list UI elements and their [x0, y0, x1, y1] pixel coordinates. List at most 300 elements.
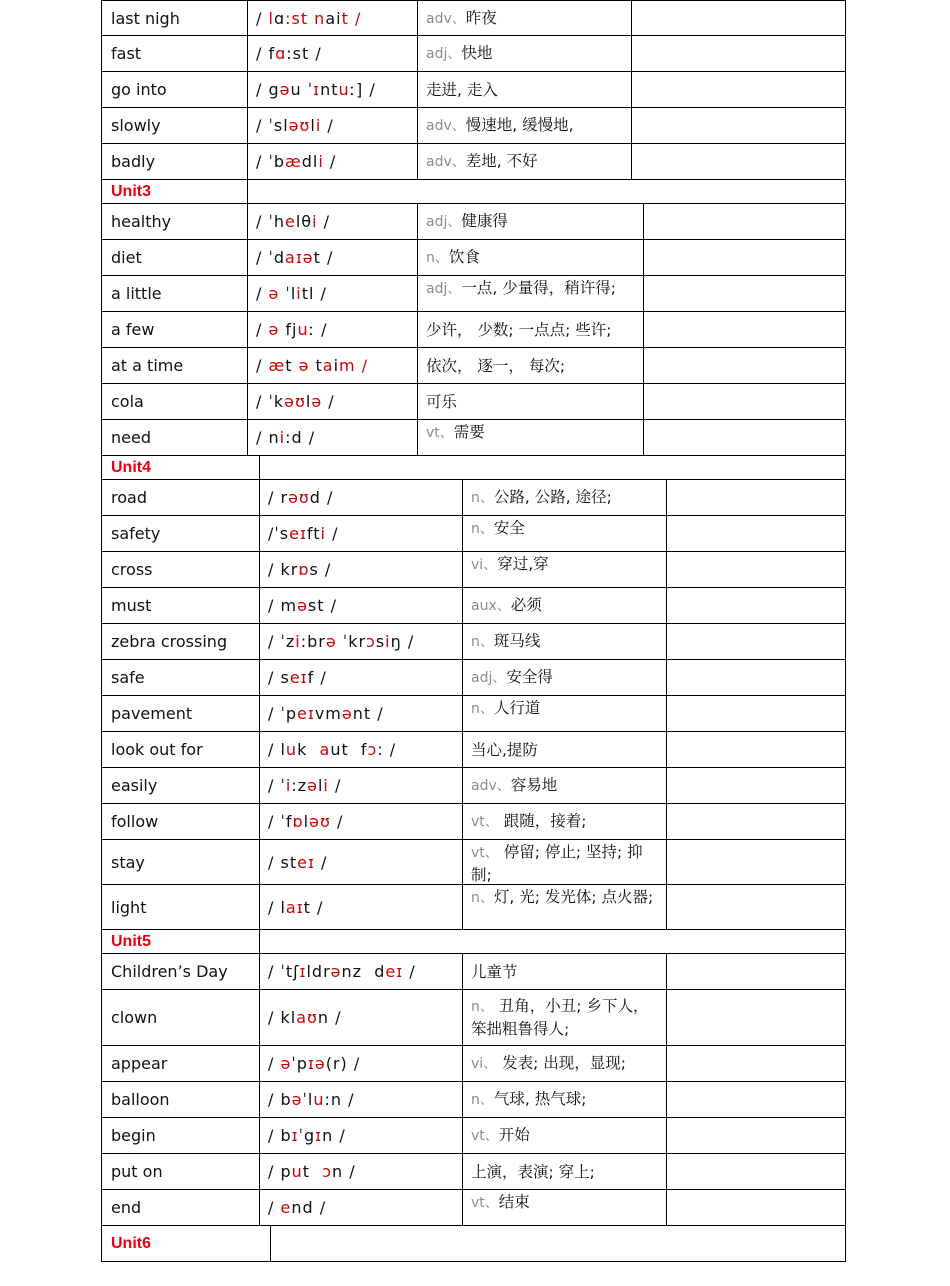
- meaning-cell: [462, 516, 666, 551]
- word-cell: must: [111, 596, 152, 615]
- vocab-row: [101, 1190, 846, 1226]
- part-of-speech: vt、: [471, 1128, 499, 1144]
- phonetic-vowel: ɪə: [307, 1054, 326, 1073]
- phonetic-vowel: i: [295, 632, 301, 651]
- meaning-text: [471, 1193, 530, 1211]
- meaning-cell: [462, 990, 666, 1045]
- meaning-cell: [462, 660, 666, 695]
- phonetic-part: n /: [332, 1162, 356, 1181]
- unit-header-row: [101, 1226, 846, 1262]
- phonetic-vowel: ə: [291, 1090, 303, 1109]
- part-of-speech: vt、: [471, 814, 499, 830]
- phonetic-cell: [247, 420, 417, 455]
- phonetic-part: /: [314, 852, 328, 872]
- phonetic-part: / ˈsl: [256, 116, 289, 135]
- vocab-row: [101, 240, 846, 276]
- phonetic-vowel: e: [285, 212, 296, 231]
- meaning: 昨夜: [465, 8, 497, 27]
- phonetic-part: /: [256, 8, 269, 28]
- phonetic-part: / n: [256, 428, 280, 447]
- phonetic-vowel: eɪ: [289, 668, 308, 687]
- blank-cell: [631, 108, 845, 143]
- phonetic-cell: [247, 204, 417, 239]
- vocab-row: [101, 312, 846, 348]
- vocab-row: [101, 348, 846, 384]
- unit-header-blank: [259, 456, 845, 479]
- meaning-cell: [462, 840, 666, 884]
- vocab-row: [101, 1082, 846, 1118]
- meaning: 依次， 逐一， 每次;: [426, 356, 566, 375]
- phonetic-part: ldr: [306, 962, 331, 981]
- part-of-speech: n、: [471, 521, 494, 537]
- unit-header-row: [101, 180, 846, 204]
- phonetic-vowel: ə: [280, 1054, 292, 1073]
- unit-header-row: [101, 930, 846, 954]
- word-cell: cola: [111, 392, 144, 411]
- meaning-text: [471, 888, 653, 906]
- phonetic-vowel: ə: [330, 962, 342, 981]
- meaning-text: [471, 843, 643, 884]
- word-cell: fast: [111, 44, 142, 63]
- part-of-speech: adv、: [471, 778, 511, 794]
- phonetic-part: ˈl: [302, 1090, 314, 1109]
- phonetic-part: / st: [268, 852, 298, 872]
- word-cell: end: [111, 1198, 142, 1217]
- part-of-speech: n、: [426, 250, 449, 266]
- phonetic-part: fj: [279, 320, 298, 339]
- part-of-speech: vt、: [426, 425, 454, 441]
- vocab-row: [101, 660, 846, 696]
- phonetic-vowel: ə: [325, 632, 337, 651]
- meaning-text: [426, 279, 616, 297]
- meaning-text: [426, 319, 611, 341]
- word-cell: go into: [111, 80, 167, 99]
- phonetic-part: /: [268, 1054, 281, 1073]
- meaning-text: [471, 810, 586, 833]
- vocab-row: [101, 768, 846, 804]
- unit-label: Unit5: [111, 932, 151, 950]
- meaning: 快地: [461, 44, 493, 62]
- phonetic-cell: [247, 36, 417, 71]
- blank-cell: [666, 840, 845, 884]
- blank-cell: [643, 420, 845, 455]
- phonetic-part: / s: [268, 668, 290, 687]
- meaning-cell: [417, 204, 643, 239]
- word-cell: cross: [111, 560, 153, 579]
- word-cell: zebra crossing: [111, 632, 228, 651]
- phonetic-part: ŋ /: [390, 632, 415, 651]
- meaning-cell: [462, 954, 666, 989]
- meaning-cell: [417, 72, 631, 107]
- phonetic-vowel: u: [338, 80, 350, 99]
- phonetic-part: /: [256, 356, 269, 375]
- meaning-text: [471, 1052, 626, 1075]
- phonetic-part: / g: [256, 80, 280, 99]
- phonetic-vowel: eɪ: [385, 962, 404, 981]
- phonetic-cell: [247, 1, 417, 35]
- phonetic-part: ai: [325, 8, 342, 28]
- phonetic-part: u ˈ: [290, 80, 314, 99]
- phonetic-vowel: i: [385, 632, 391, 651]
- phonetic-vowel: ə: [307, 776, 318, 795]
- phonetic-vowel: u: [285, 740, 298, 759]
- meaning: 穿过,穿: [497, 555, 549, 573]
- blank-cell: [666, 1154, 845, 1189]
- phonetic-part: / ˈh: [256, 212, 286, 231]
- phonetic-vowel: ə: [297, 596, 308, 615]
- meaning: 气球, 热气球;: [493, 1090, 587, 1108]
- meaning-text: [471, 486, 612, 509]
- meaning-text: [426, 246, 480, 269]
- meaning: 灯, 光; 发光体; 点火器;: [493, 888, 654, 906]
- phonetic-vowel: æ: [268, 356, 286, 375]
- phonetic-part: / l: [268, 740, 286, 759]
- phonetic-vowel: əʊ: [288, 116, 311, 135]
- word-cell: look out for: [111, 740, 203, 759]
- unit-label: Unit4: [111, 458, 151, 476]
- phonetic-part: l: [317, 776, 324, 795]
- meaning: 饮食: [448, 248, 480, 266]
- phonetic-vowel: ɔ: [366, 632, 376, 651]
- phonetic-part: /ˈs: [268, 524, 290, 543]
- phonetic-part: / ˈf: [268, 812, 293, 831]
- phonetic-vowel: ə: [341, 704, 353, 723]
- phonetic-vowel: i: [296, 284, 302, 303]
- phonetic-vowel: a: [319, 740, 331, 759]
- meaning-cell: [462, 588, 666, 623]
- meaning: 慢速地, 缓慢地,: [465, 116, 574, 134]
- phonetic-cell: [259, 804, 462, 839]
- phonetic-vowel: :st n: [285, 8, 326, 28]
- vocab-row: [101, 885, 846, 930]
- phonetic-vowel: a: [322, 356, 334, 375]
- phonetic-part: n /: [317, 1008, 342, 1027]
- phonetic-vowel: eɪ: [289, 524, 307, 543]
- phonetic-part: / ˈb: [256, 152, 286, 171]
- meaning: 当心,提防: [471, 740, 538, 759]
- part-of-speech: n、: [471, 999, 494, 1015]
- blank-cell: [643, 204, 845, 239]
- phonetic-cell: [259, 660, 462, 695]
- meaning-text: [471, 1124, 530, 1147]
- meaning: 结束: [498, 1193, 530, 1211]
- meaning: 发表; 出现，显现;: [497, 1054, 626, 1072]
- vocab-row: [101, 1118, 846, 1154]
- meaning-cell: [462, 480, 666, 515]
- phonetic-part: l: [303, 812, 310, 831]
- phonetic-part: :d /: [285, 428, 316, 447]
- phonetic-part: t: [309, 356, 323, 375]
- meaning-text: [426, 42, 492, 65]
- phonetic-part: / l: [268, 897, 286, 917]
- blank-cell: [643, 348, 845, 383]
- meaning: 跟随，接着;: [498, 812, 587, 830]
- meaning-text: [471, 1088, 586, 1111]
- phonetic-vowel: i: [323, 776, 329, 795]
- phonetic-part: / p: [268, 1162, 292, 1181]
- word-cell: put on: [111, 1162, 163, 1181]
- phonetic-part: /: [256, 284, 269, 303]
- part-of-speech: adv、: [426, 154, 466, 170]
- vocab-row: [101, 108, 846, 144]
- phonetic-vowel: ə: [268, 284, 280, 303]
- blank-cell: [631, 1, 845, 35]
- phonetic-vowel: eɪ: [297, 704, 315, 723]
- meaning: 少许， 少数; 一点点; 些许;: [426, 320, 612, 339]
- phonetic-vowel: ɔ: [322, 1162, 333, 1181]
- meaning: 需要: [453, 423, 485, 441]
- phonetic-vowel: ɒ: [292, 812, 304, 831]
- phonetic-part: /: [317, 212, 331, 231]
- unit-label: Unit3: [111, 182, 151, 200]
- phonetic-part: / kr: [268, 560, 299, 579]
- phonetic-vowel: u: [313, 1090, 325, 1109]
- phonetic-part: / b: [268, 1090, 292, 1109]
- part-of-speech: vt、: [471, 1195, 499, 1211]
- part-of-speech: adv、: [426, 118, 466, 134]
- phonetic-vowel: u: [291, 1162, 303, 1181]
- phonetic-part: k: [297, 740, 320, 759]
- phonetic-cell: [259, 768, 462, 803]
- phonetic-part: ː /: [308, 320, 328, 339]
- vocab-row: [101, 732, 846, 768]
- phonetic-vowel: i: [320, 524, 326, 543]
- phonetic-part: :st /: [286, 44, 322, 63]
- meaning-cell: [462, 552, 666, 587]
- meaning-text: [426, 7, 497, 30]
- meaning-cell: [417, 108, 631, 143]
- phonetic-cell: [259, 624, 462, 659]
- word-cell: need: [111, 428, 151, 447]
- phonetic-vowel: ə: [268, 320, 280, 339]
- phonetic-part: ˈp: [291, 1054, 308, 1073]
- phonetic-vowel: i: [318, 152, 324, 171]
- meaning-text: [426, 114, 574, 137]
- vocab-row: [101, 36, 846, 72]
- word-cell: last nigh: [111, 8, 180, 28]
- phonetic-part: / r: [268, 488, 289, 507]
- phonetic-vowel: t /: [341, 8, 362, 28]
- meaning-text: [471, 995, 660, 1040]
- phonetic-part: /: [328, 776, 342, 795]
- meaning: 健康得: [461, 212, 508, 230]
- blank-cell: [666, 804, 845, 839]
- phonetic-vowel: i: [312, 212, 318, 231]
- phonetic-vowel: ɪ: [315, 1126, 323, 1145]
- word-cell: pavement: [111, 704, 193, 723]
- phonetic-vowel: ɒ: [298, 560, 310, 579]
- phonetic-part: :n /: [324, 1090, 355, 1109]
- meaning: 丑角，小丑; 乡下人，笨拙粗鲁得人;: [471, 997, 649, 1038]
- meaning-text: [471, 774, 557, 797]
- vocab-row: [101, 516, 846, 552]
- phonetic-vowel: eɪ: [297, 852, 315, 872]
- blank-cell: [631, 144, 845, 179]
- phonetic-part: /: [322, 392, 335, 411]
- part-of-speech: n、: [471, 701, 494, 717]
- meaning-text: [426, 423, 485, 441]
- meaning-cell: [462, 804, 666, 839]
- phonetic-cell: [259, 732, 462, 767]
- phonetic-part: f /: [307, 668, 327, 687]
- meaning-text: [471, 739, 538, 761]
- meaning-text: [426, 355, 565, 377]
- phonetic-part: / kl: [268, 1008, 297, 1027]
- phonetic-part: / ˈp: [268, 704, 298, 723]
- blank-cell: [643, 312, 845, 347]
- meaning-cell: [462, 1082, 666, 1117]
- word-cell: appear: [111, 1054, 168, 1073]
- vocab-row: [101, 480, 846, 516]
- vocab-row: [101, 276, 846, 312]
- vocab-row: [101, 696, 846, 732]
- blank-cell: [666, 552, 845, 587]
- phonetic-vowel: i: [315, 116, 322, 135]
- meaning-text: [471, 519, 525, 537]
- phonetic-part: (r) /: [325, 1054, 361, 1073]
- unit-header-row: [101, 456, 846, 480]
- phonetic-part: s: [375, 632, 386, 651]
- meaning-text: [471, 666, 553, 689]
- phonetic-part: / b: [268, 1126, 292, 1145]
- phonetic-vowel: əʊ: [284, 392, 306, 411]
- phonetic-part: / ˈd: [256, 248, 286, 267]
- meaning-cell: [417, 240, 643, 275]
- phonetic-part: :br: [300, 632, 326, 651]
- meaning-text: [471, 1161, 595, 1183]
- meaning-cell: [462, 696, 666, 731]
- vocab-row: [101, 1154, 846, 1190]
- phonetic-part: / ˈz: [268, 632, 296, 651]
- word-cell: diet: [111, 248, 142, 267]
- phonetic-part: ː] /: [349, 80, 376, 99]
- phonetic-part: st /: [307, 596, 337, 615]
- blank-cell: [643, 240, 845, 275]
- part-of-speech: adj、: [471, 670, 507, 686]
- phonetic-vowel: m /: [339, 356, 369, 375]
- phonetic-vowel: ə: [298, 356, 310, 375]
- meaning: 斑马线: [493, 632, 541, 650]
- unit-header-blank: [247, 180, 845, 203]
- phonetic-part: /: [403, 962, 416, 981]
- meaning-text: [471, 630, 540, 653]
- meaning: 可乐: [426, 392, 458, 411]
- meaning-cell: [462, 1118, 666, 1153]
- phonetic-cell: [247, 144, 417, 179]
- word-cell: follow: [111, 812, 159, 831]
- meaning-cell: [417, 420, 643, 455]
- word-cell: safety: [111, 524, 161, 543]
- phonetic-cell: [247, 108, 417, 143]
- phonetic-part: tl /: [301, 284, 327, 303]
- unit-header-blank: [259, 930, 845, 953]
- part-of-speech: adj、: [426, 46, 462, 62]
- phonetic-vowel: i: [279, 428, 286, 447]
- meaning-cell: [417, 144, 631, 179]
- blank-cell: [666, 696, 845, 731]
- vocab-row: [101, 384, 846, 420]
- phonetic-part: l: [305, 392, 312, 411]
- vocab-row: [101, 624, 846, 660]
- phonetic-part: d /: [309, 488, 334, 507]
- phonetic-part: / ˈk: [256, 392, 285, 411]
- blank-cell: [666, 954, 845, 989]
- vocab-row: [101, 204, 846, 240]
- phonetic-vowel: ə: [279, 80, 291, 99]
- blank-cell: [666, 588, 845, 623]
- blank-cell: [666, 990, 845, 1045]
- phonetic-cell: [259, 588, 462, 623]
- word-cell: begin: [111, 1126, 156, 1145]
- word-cell: clown: [111, 1008, 158, 1027]
- unit-header-blank: [270, 1226, 845, 1261]
- meaning: 一点, 少量得，稍许得;: [461, 279, 616, 297]
- meaning-text: [471, 699, 540, 717]
- meaning: 人行道: [493, 699, 541, 717]
- phonetic-vowel: ə: [311, 392, 323, 411]
- meaning-cell: [417, 1, 631, 35]
- meaning-cell: [462, 1154, 666, 1189]
- word-cell: stay: [111, 852, 145, 872]
- phonetic-cell: [259, 1154, 462, 1189]
- phonetic-part: n /: [322, 1126, 346, 1145]
- phonetic-part: l: [310, 116, 316, 135]
- meaning-cell: [462, 624, 666, 659]
- phonetic-cell: [259, 1118, 462, 1153]
- phonetic-part: /: [330, 812, 344, 831]
- phonetic-vowel: ɪ: [313, 80, 321, 99]
- blank-cell: [666, 1118, 845, 1153]
- phonetic-part: t: [285, 356, 299, 375]
- blank-cell: [666, 516, 845, 551]
- meaning-cell: [462, 768, 666, 803]
- word-cell: safe: [111, 668, 145, 687]
- meaning-text: [426, 79, 498, 101]
- phonetic-cell: [247, 72, 417, 107]
- phonetic-cell: [247, 276, 417, 311]
- phonetic-vowel: əʊ: [288, 488, 310, 507]
- phonetic-cell: [259, 696, 462, 731]
- phonetic-cell: [247, 240, 417, 275]
- phonetic-vowel: aɪə: [285, 248, 314, 267]
- phonetic-part: lθ: [295, 212, 313, 231]
- phonetic-part: /: [268, 1198, 281, 1217]
- phonetic-part: ɑ: [273, 8, 286, 28]
- phonetic-part: ˈl: [279, 284, 297, 303]
- vocab-row: [101, 804, 846, 840]
- phonetic-cell: [247, 348, 417, 383]
- part-of-speech: adv、: [426, 10, 466, 27]
- meaning: 走进, 走入: [426, 80, 498, 99]
- phonetic-part: t /: [303, 897, 324, 917]
- phonetic-part: nt: [320, 80, 339, 99]
- part-of-speech: n、: [471, 1092, 494, 1108]
- meaning: 儿童节: [471, 962, 518, 981]
- phonetic-vowel: æ: [285, 152, 302, 171]
- part-of-speech: aux、: [471, 598, 511, 614]
- vocab-row: [101, 72, 846, 108]
- word-cell: a little: [111, 284, 162, 303]
- blank-cell: [666, 885, 845, 929]
- phonetic-cell: [247, 384, 417, 419]
- word-cell: light: [111, 897, 147, 917]
- blank-cell: [643, 384, 845, 419]
- phonetic-part: /: [256, 320, 269, 339]
- blank-cell: [631, 36, 845, 71]
- word-cell: badly: [111, 152, 156, 171]
- phonetic-cell: [259, 1190, 462, 1225]
- phonetic-vowel: əʊ: [309, 812, 331, 831]
